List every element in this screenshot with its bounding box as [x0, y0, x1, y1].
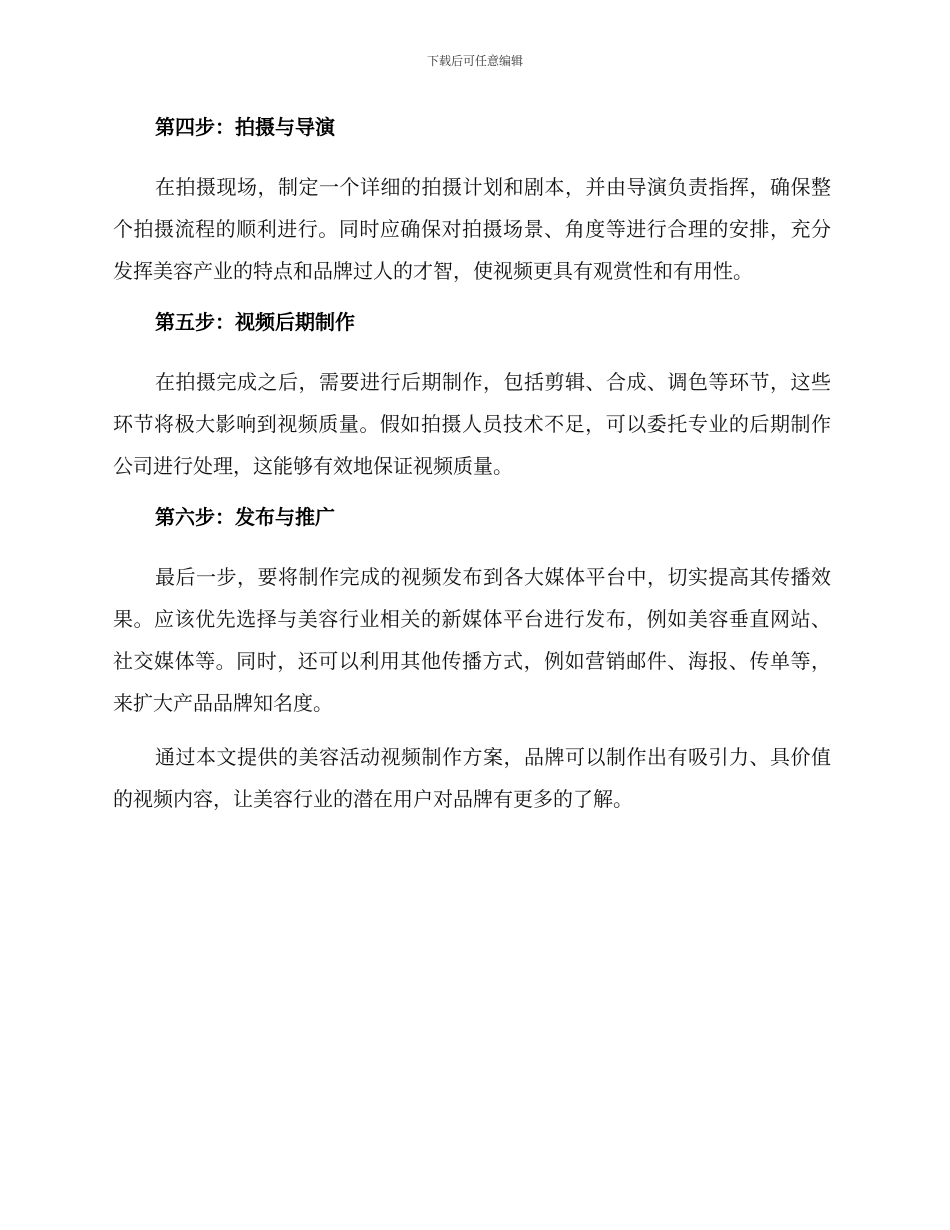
section-step-6: [113, 501, 831, 724]
page-header-note: 下载后可任意编辑: [426, 54, 523, 68]
section-step-4: [113, 111, 831, 292]
section-paragraph: 在拍摄完成之后，需要进行后期制作，包括剪辑、合成、调色等环节，这些环节将极大影响到视频质量。假如拍摄人员技术不足，可以委托专业的后期制作公司进行处理，这能够有效地保证视频质量。: [113, 370, 831, 478]
section-step-5: [113, 306, 831, 487]
section-heading: 第五步：视频后期制作: [155, 310, 355, 334]
document-body: [113, 111, 831, 820]
section-heading: 第四步：拍摄与导演: [155, 115, 335, 139]
section-paragraph: 在拍摄现场，制定一个详细的拍摄计划和剧本，并由导演负责指挥，确保整个拍摄流程的顺利进行。同时应确保对拍摄场景、角度等进行合理的安排，充分发挥美容产业的特点和品牌过人的才智，使视频更具有观赏性和有用性。: [113, 175, 831, 283]
conclusion-paragraph: 通过本文提供的美容活动视频制作方案，品牌可以制作出有吸引力、具价值的视频内容，让美容行业的潜在用户对品牌有更多的了解。: [113, 745, 831, 811]
section-paragraph: 最后一步，要将制作完成的视频发布到各大媒体平台中，切实提高其传播效果。应该优先选择与美容行业相关的新媒体平台进行发布，例如美容垂直网站、社交媒体等。同时，还可以利用其他传播方式，例如营销邮件、海报、传单等，来扩大产品品牌知名度。: [113, 565, 831, 715]
section-heading: 第六步：发布与推广: [155, 505, 335, 529]
